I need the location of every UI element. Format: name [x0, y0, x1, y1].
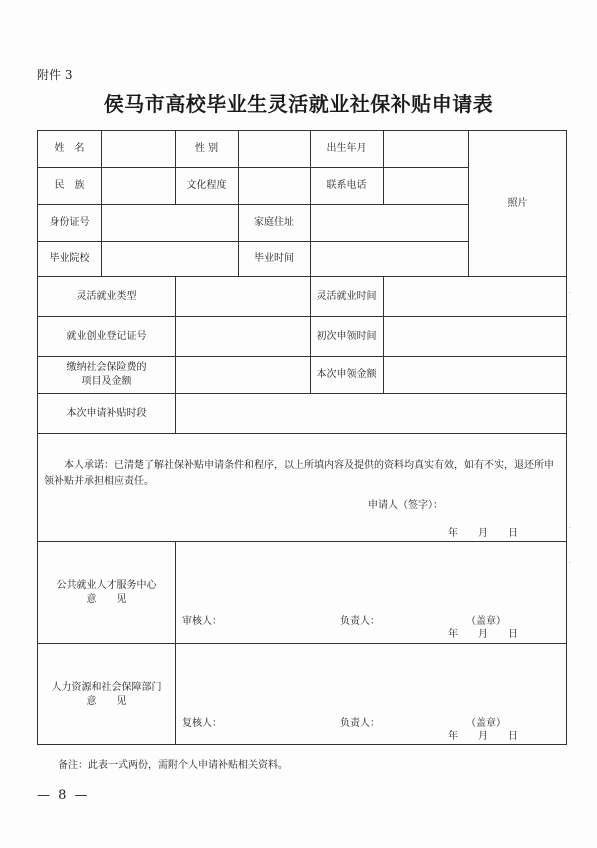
gender-field[interactable] — [239, 131, 310, 167]
pledge-text: 本人承诺：已清楚了解社保补贴申请条件和程序，以上所填内容及提供的资料均真实有效，如有不实，退还所申领补贴并承担相应责任。 — [44, 460, 554, 487]
flex-employment-time-field[interactable] — [384, 277, 566, 316]
seal-label: （盖章） — [466, 616, 506, 627]
binding-mark: · — [569, 560, 571, 567]
registration-number-field[interactable] — [176, 317, 310, 356]
application-form-table — [37, 130, 567, 745]
subsidy-period-field[interactable] — [176, 394, 566, 433]
insurance-items-field[interactable] — [176, 357, 310, 393]
responsible-person-label: 负责人： — [340, 616, 380, 627]
binding-mark: · — [569, 312, 571, 319]
name-field[interactable] — [102, 131, 175, 167]
review2-date: 年 月 日 — [448, 731, 518, 742]
address-field[interactable] — [311, 205, 468, 241]
page-number: — 8 — — [37, 788, 90, 803]
attachment-label: 附件 3 — [37, 68, 73, 82]
flex-employment-type-label: 灵活就业类型 — [76, 290, 137, 302]
ethnicity-field[interactable] — [102, 168, 175, 204]
graduation-time-label: 毕业时间 — [254, 253, 294, 264]
claim-amount-field[interactable] — [384, 357, 566, 393]
first-claim-time-field[interactable] — [384, 317, 566, 356]
id-number-field[interactable] — [102, 205, 238, 241]
school-label: 毕业院校 — [49, 253, 90, 264]
id-number-label: 身份证号 — [49, 217, 90, 228]
page-title: 侯马市高校毕业生灵活就业社保补贴申请表 — [103, 92, 494, 116]
binding-mark: · — [569, 290, 571, 297]
education-label: 文化程度 — [186, 180, 227, 191]
first-claim-time-label: 初次申领时间 — [316, 330, 377, 342]
binding-mark: · — [569, 525, 571, 532]
reviewer-label: 审核人： — [182, 616, 222, 627]
phone-label: 联系电话 — [326, 180, 367, 191]
birth-field[interactable] — [384, 131, 468, 167]
hr-social-security-opinion-label: 人力资源和社会保障部门 意 见 — [51, 681, 162, 707]
insurance-items-label: 缴纳社会保险费的 项目及金额 — [66, 362, 147, 387]
graduation-time-field[interactable] — [311, 242, 468, 276]
remark-note: 备注：此表一式两份，需附个人申请补贴相关资料。 — [58, 760, 288, 771]
flex-employment-time-label: 灵活就业时间 — [316, 290, 377, 302]
photo-box[interactable]: 照片 — [507, 197, 528, 209]
second-reviewer-label: 复核人： — [182, 718, 222, 729]
phone-field[interactable] — [384, 168, 468, 204]
ethnicity-label: 民 族 — [54, 180, 85, 191]
birth-label: 出生年月 — [326, 143, 367, 154]
review1-date: 年 月 日 — [448, 629, 518, 640]
address-label: 家庭住址 — [254, 217, 294, 228]
education-field[interactable] — [239, 168, 310, 204]
responsible-person-label-2: 负责人： — [340, 718, 380, 729]
seal-label-2: （盖章） — [466, 718, 506, 729]
flex-employment-type-field[interactable] — [176, 277, 310, 316]
claim-amount-label: 本次申领金额 — [316, 369, 377, 380]
gender-label: 性 别 — [194, 143, 219, 154]
name-label: 姓 名 — [54, 143, 85, 154]
pledge-date: 年 月 日 — [448, 528, 518, 539]
applicant-signature-label: 申请人（签字）： — [368, 500, 443, 511]
school-field[interactable] — [102, 242, 238, 276]
registration-number-label: 就业创业登记证号 — [66, 330, 147, 342]
subsidy-period-label: 本次申请补贴时段 — [66, 407, 147, 419]
public-employment-center-opinion-label: 公共就业人才服务中心 意 见 — [56, 579, 157, 605]
